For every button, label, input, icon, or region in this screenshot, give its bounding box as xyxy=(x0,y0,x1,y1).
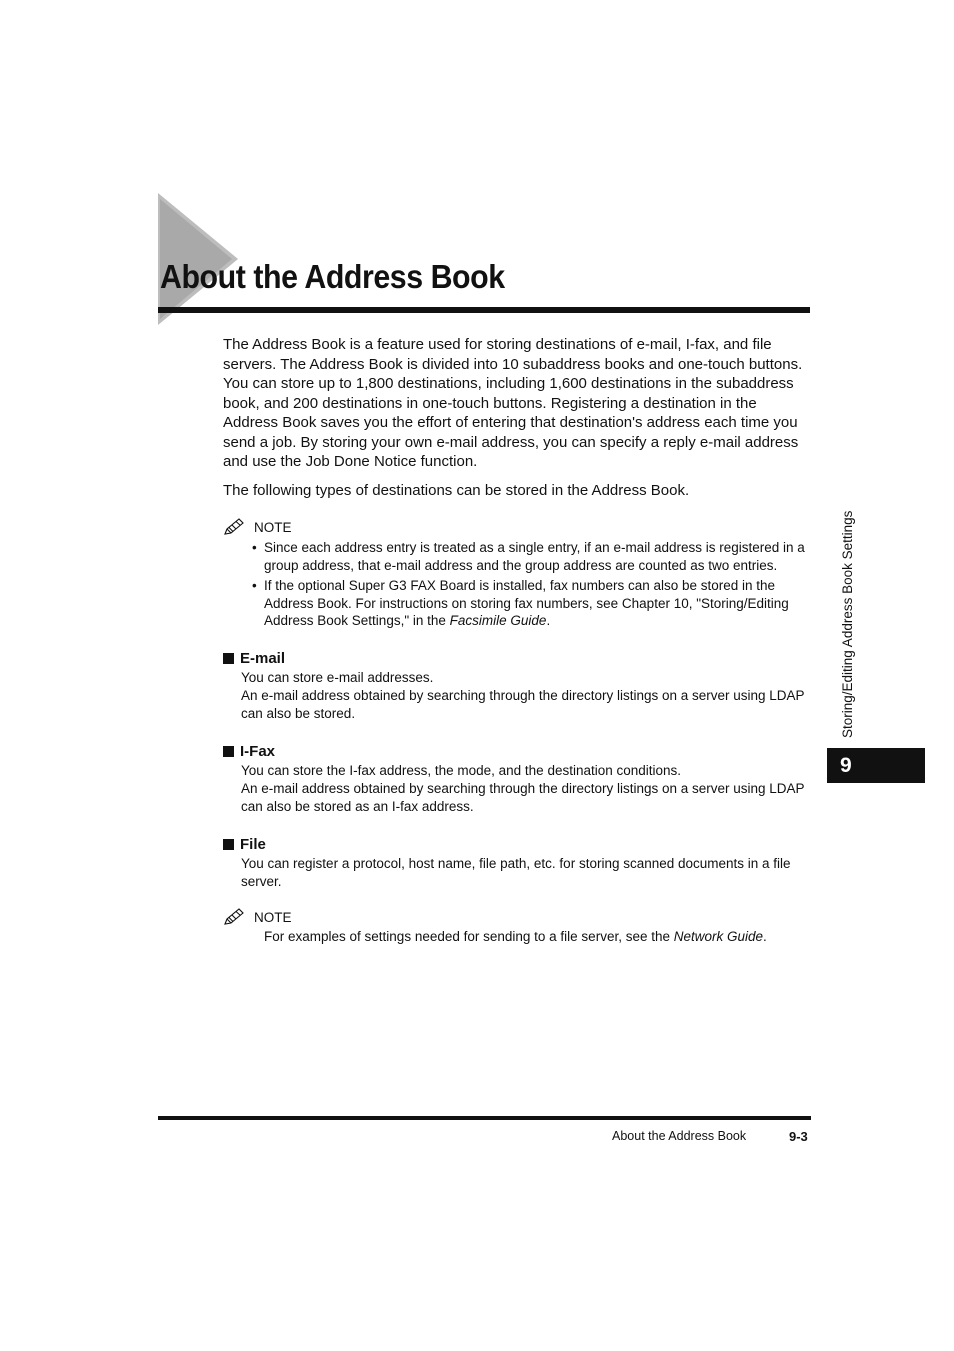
note-bullet xyxy=(252,577,812,630)
section-heading-label: File xyxy=(240,836,266,853)
note-label: NOTE xyxy=(254,909,292,925)
chapter-tab xyxy=(827,748,925,783)
section-heading-file xyxy=(223,836,266,853)
page-number: 9-3 xyxy=(789,1129,808,1144)
footer-rule xyxy=(158,1116,811,1120)
section-heading-ifax xyxy=(223,743,275,760)
square-bullet-icon xyxy=(223,746,234,757)
section-heading-email xyxy=(223,650,285,667)
ifax-text-1: You can store the I-fax address, the mode, and the destination conditions. xyxy=(241,763,682,778)
note-text-body: For examples of settings needed for sending to a file server, see the xyxy=(264,929,674,944)
email-text-1: You can store e-mail addresses. xyxy=(241,670,434,685)
square-bullet-icon xyxy=(223,653,234,664)
note-bullet-end: . xyxy=(546,613,551,628)
note-header-2 xyxy=(223,907,292,927)
note-label: NOTE xyxy=(254,519,292,535)
intro-paragraph-2: The following types of destinations can be stored in the Address Book. xyxy=(223,482,690,499)
note-bullet-list xyxy=(252,539,812,633)
intro-paragraph: The Address Book is a feature used for storing destinations of e-mail, I-fax, and file servers. The Address Book is divided into 10 subaddress books and one-touch buttons. You can store up to 1,800 destinations, including 1,600 destinations in the subaddress book, and 200 destinations in one-touch buttons. Registering a destination in the Address Book saves you the effort of entering that destination's address each time you send a job. By storing your own e-mail address, you can specify a reply e-mail address and use the Job Done Notice function. xyxy=(223,336,803,470)
pencil-icon xyxy=(223,908,245,926)
pencil-icon xyxy=(223,518,245,536)
footer-title: About the Address Book xyxy=(612,1129,747,1143)
note-bullet-text: If the optional Super G3 FAX Board is installed, fax numbers can also be stored in the Address Book. For instructions on storing fax numbers, see Chapter 10, "Storing/Editing Address Book Settings," in the xyxy=(264,578,789,628)
square-bullet-icon xyxy=(223,839,234,850)
chapter-side-label: Storing/Editing Address Book Settings xyxy=(840,510,855,738)
network-guide-reference: Network Guide xyxy=(673,929,764,944)
file-text-1: You can register a protocol, host name, file path, etc. for storing scanned documents in a file server. xyxy=(241,856,791,889)
facsimile-guide-reference: Facsimile Guide xyxy=(449,613,547,628)
note-bullet: • Since each address entry is treated as a single entry, if an e-mail address is registered in a group address, that e-mail address and the group address are counted as two entries. xyxy=(252,539,812,574)
section-heading-label: E-mail xyxy=(240,650,286,667)
ifax-text-2: An e-mail address obtained by searching through the directory listings on a server using LDAP can also be stored as an I-fax address. xyxy=(241,781,805,814)
chapter-number: 9 xyxy=(840,754,852,777)
note-text xyxy=(264,928,812,946)
section-heading-label: I-Fax xyxy=(240,743,276,760)
title-rule xyxy=(158,307,810,313)
page-title: About the Address Book xyxy=(160,258,505,295)
note-text-end: . xyxy=(763,929,767,944)
email-text-2: An e-mail address obtained by searching through the directory listings on a server using LDAP can also be stored. xyxy=(241,688,805,721)
note-header xyxy=(223,517,292,537)
